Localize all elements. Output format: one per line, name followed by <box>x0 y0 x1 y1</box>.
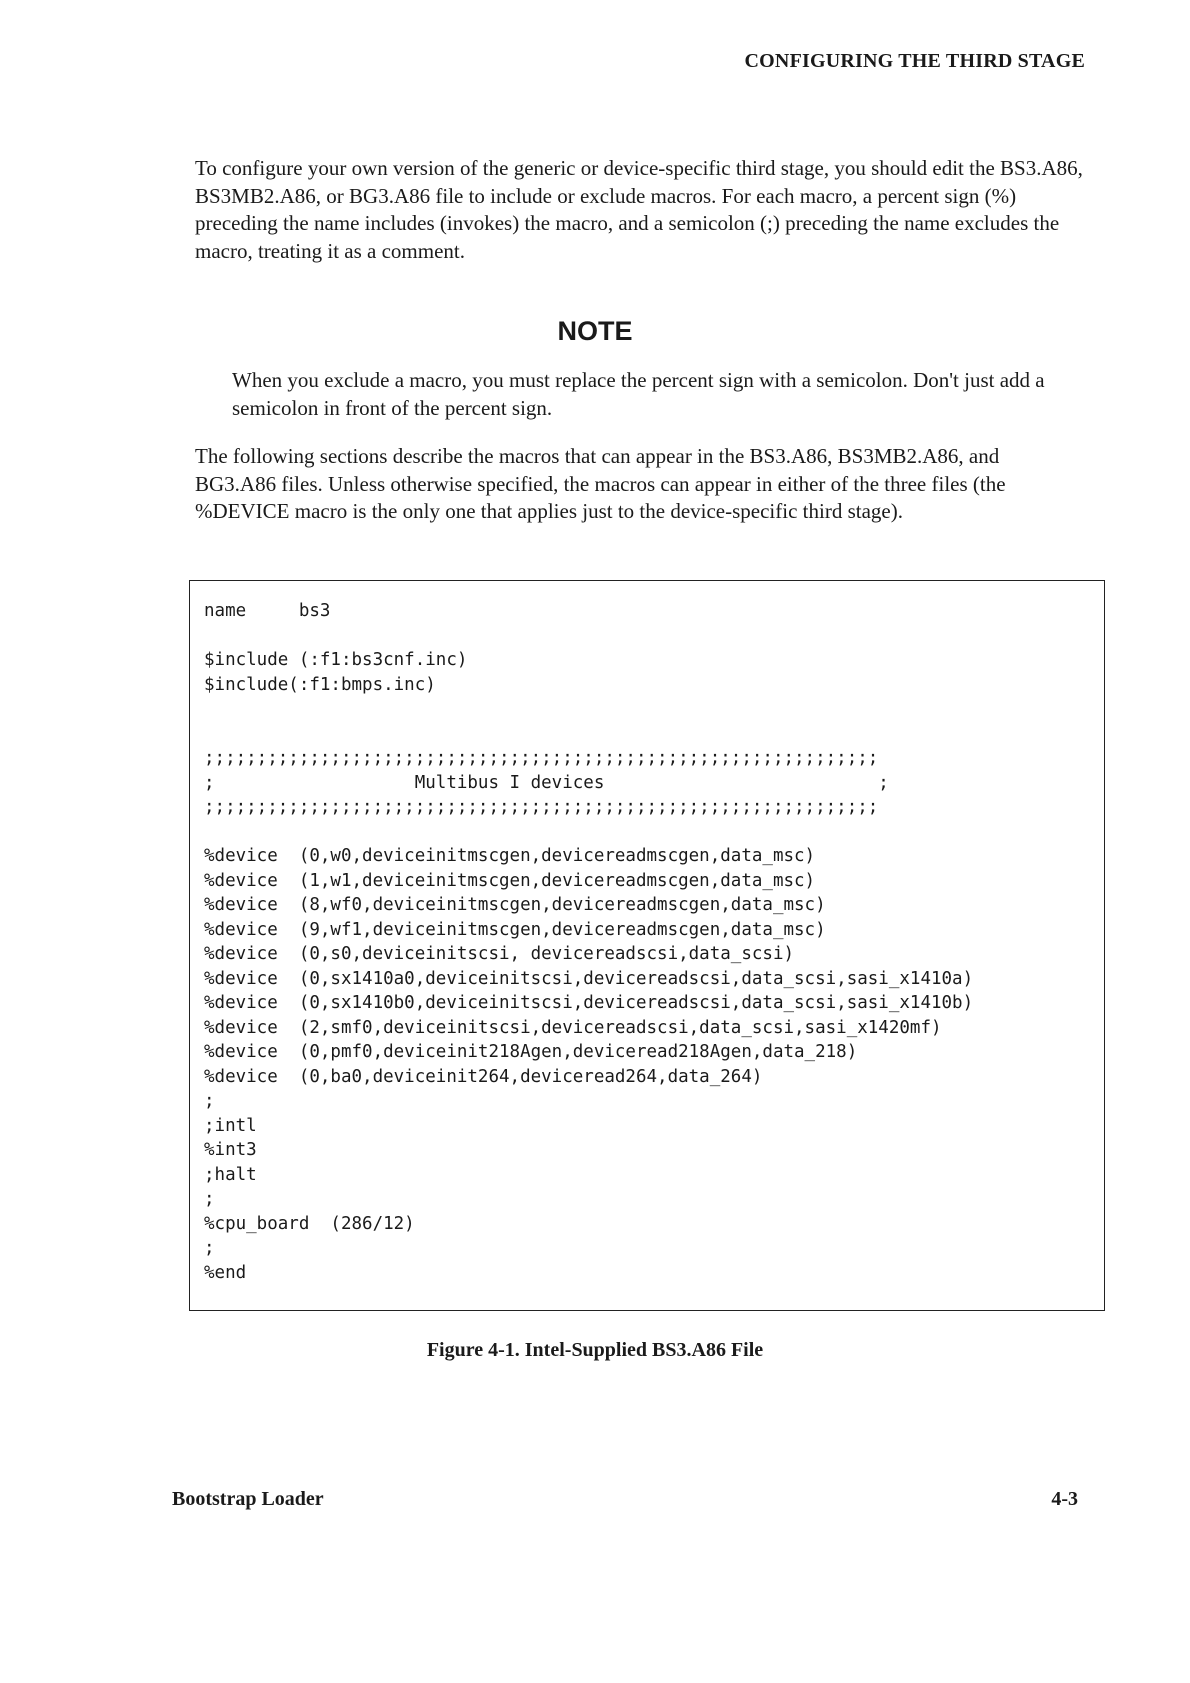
code-line: ;;;;;;;;;;;;;;;;;;;;;;;;;;;;;;;;;;;;;;;;;;;;;;;;;;;;;;;;;;;;;;;; <box>204 797 879 817</box>
code-line: ; <box>204 1189 215 1209</box>
code-line: %device (0,sx1410b0,deviceinitscsi,devicereadscsi,data_scsi,sasi_x1410b) <box>204 993 974 1013</box>
code-line: ;halt <box>204 1164 257 1185</box>
code-line <box>204 697 973 722</box>
figure-caption: Figure 4-1. Intel-Supplied BS3.A86 File <box>426 1339 764 1361</box>
code-line: ;;;;;;;;;;;;;;;;;;;;;;;;;;;;;;;;;;;;;;;;;;;;;;;;;;;;;;;;;;;;;;;; <box>204 748 879 768</box>
code-line: %device (0,ba0,deviceinit264,deviceread264,data_264) <box>204 1066 763 1087</box>
note-heading: NOTE <box>557 316 633 346</box>
code-line: $include(:f1:bmps.inc) <box>204 674 436 695</box>
code-line: ; <box>204 1238 215 1258</box>
intro-paragraph: To configure your own version of the generic or device-specific third stage, you should edit the BS3.A86, BS3MB2.A86, or BG3.A86 file to include or exclude macros. For each macro, a percent sign (%) preceding the name includes (invokes) the macro, and a semicolon (;) preceding the name excludes the macro, treating it as a comment. <box>195 156 1083 263</box>
code-line: %device (1,w1,deviceinitmscgen,devicereadmscgen,data_msc) <box>204 870 816 891</box>
code-line: %device (0,pmf0,deviceinit218Agen,deviceread218Agen,data_218) <box>204 1042 858 1062</box>
code-line: %int3 <box>204 1140 257 1160</box>
sections-paragraph: The following sections describe the macros that can appear in the BS3.A86, BS3MB2.A86, and BG3.A86 files. Unless otherwise specified, the macros can appear in either of the three files (the %DEVICE macro is the only one that applies just to the device-specific third stage). <box>195 444 1006 523</box>
code-line: %end <box>204 1262 247 1283</box>
code-line: ;intl <box>204 1115 257 1136</box>
running-header: CONFIGURING THE THIRD STAGE <box>744 50 1085 72</box>
code-line: name bs3 <box>204 601 331 621</box>
code-line: %cpu_board (286/12) <box>204 1213 415 1234</box>
code-line: %device (8,wf0,deviceinitmscgen,devicereadmscgen,data_msc) <box>204 895 826 915</box>
code-line: %device (0,s0,deviceinitscsi, devicereadscsi,data_scsi) <box>204 944 795 964</box>
code-line <box>204 820 973 845</box>
code-listing <box>204 599 973 1285</box>
code-line: %device (9,wf1,deviceinitmscgen,devicereadmscgen,data_msc) <box>204 919 826 940</box>
footer-title: Bootstrap Loader <box>172 1488 324 1510</box>
code-line: %device (2,smf0,deviceinitscsi,devicereadscsi,data_scsi,sasi_x1420mf) <box>204 1017 942 1038</box>
note-body: When you exclude a macro, you must replace the percent sign with a semicolon. Don't just add a semicolon in front of the percent sign. <box>232 368 1045 420</box>
code-line <box>204 722 973 747</box>
code-line: ; Multibus I devices ; <box>204 772 889 793</box>
code-line <box>204 624 973 649</box>
code-line: %device (0,sx1410a0,deviceinitscsi,devicereadscsi,data_scsi,sasi_x1410a) <box>204 968 974 989</box>
code-line: $include (:f1:bs3cnf.inc) <box>204 650 468 670</box>
code-line: ; <box>204 1091 215 1111</box>
page-number: 4-3 <box>1051 1488 1078 1510</box>
code-line: %device (0,w0,deviceinitmscgen,devicereadmscgen,data_msc) <box>204 846 816 866</box>
figure-code-box <box>189 580 1105 1311</box>
